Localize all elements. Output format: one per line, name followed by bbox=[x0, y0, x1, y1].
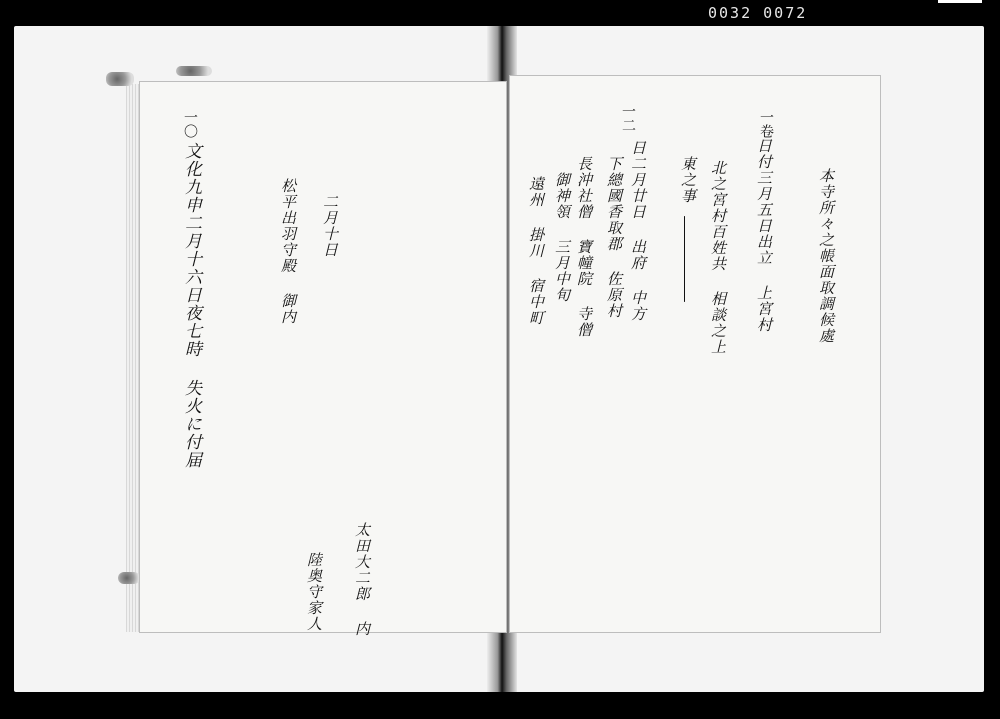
microfilm-frame-number: 0032 0072 bbox=[708, 4, 808, 22]
text-column: 日付三月五日出立 上宮村 bbox=[755, 138, 773, 333]
right-page bbox=[510, 76, 880, 632]
binding-thread-top bbox=[106, 72, 134, 86]
binding-thread-bottom bbox=[118, 572, 140, 584]
text-column: 東之事 bbox=[679, 156, 697, 204]
left-page bbox=[140, 82, 506, 637]
text-column: 長沖社僧 寶幢院 寺僧 bbox=[575, 156, 593, 338]
text-column: 御神領 三月中旬 bbox=[553, 172, 571, 303]
text-column: 太田大二郎 内 bbox=[353, 522, 371, 637]
binding-thread-top-right bbox=[176, 66, 212, 76]
text-column: 日二月廿日 出府 中方 bbox=[629, 140, 647, 322]
corner-marker bbox=[938, 0, 982, 3]
text-column: 陸奥守家人 bbox=[305, 552, 323, 632]
text-column: 下總國香取郡 佐原村 bbox=[605, 156, 623, 319]
text-column: 松平出羽守殿 御内 bbox=[279, 178, 297, 325]
text-column: 二月十日 bbox=[321, 194, 339, 258]
text-column: 遠州 掛川 宿中町 bbox=[527, 176, 545, 326]
right-page-number: 一二 bbox=[620, 104, 636, 132]
left-page-number: 一〇 bbox=[182, 110, 198, 138]
text-column: 本寺所々之帳面取調候處 bbox=[817, 168, 835, 344]
text-column: 文化九申二月十六日夜七時 失火に付届 bbox=[181, 142, 201, 469]
ink-stroke bbox=[684, 216, 685, 302]
text-column: 北之宮村百姓共 相談之上 bbox=[709, 160, 727, 355]
right-page-header-mark: 一卷 bbox=[758, 110, 774, 138]
